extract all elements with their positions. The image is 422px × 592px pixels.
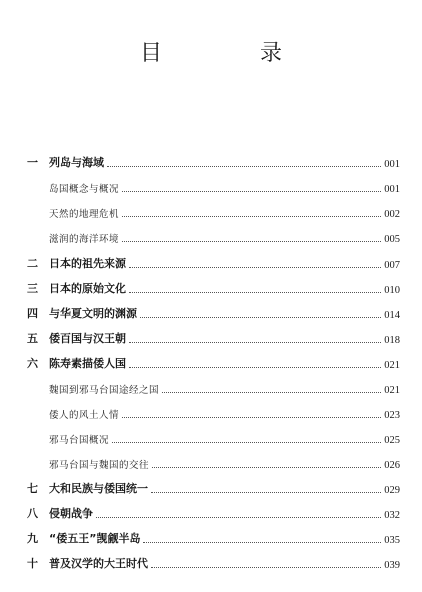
chapter-number: 七 — [27, 482, 38, 495]
page-title: 目 录 — [139, 41, 320, 66]
chapter-number: 一 — [27, 156, 38, 169]
dot-leader — [152, 466, 381, 468]
page-number: 005 — [384, 234, 400, 245]
entry-title: 与华夏文明的渊源 — [49, 307, 137, 320]
chapter-number: 五 — [27, 332, 38, 345]
chapter-number: 二 — [27, 257, 38, 270]
toc-entry — [0, 430, 422, 446]
chapter-number: 十 — [27, 557, 38, 570]
chapter-number: 六 — [27, 357, 38, 370]
entry-title: 侵朝战争 — [49, 507, 93, 520]
toc-entry — [0, 280, 422, 296]
page-number: 029 — [384, 485, 400, 496]
toc-entry-line — [49, 181, 400, 195]
toc-entry — [0, 555, 422, 571]
chapter-number: 四 — [27, 307, 38, 320]
entry-title: 普及汉学的大王时代 — [49, 557, 148, 570]
dot-leader — [129, 341, 381, 343]
entry-title: 天然的地理危机 — [49, 209, 120, 220]
entry-title: 列岛与海域 — [49, 156, 104, 169]
dot-leader — [112, 441, 381, 443]
toc-entry — [0, 330, 422, 346]
entry-title: 陈寿素描倭人国 — [49, 357, 126, 370]
toc-entry-line — [49, 305, 400, 321]
page-number: 002 — [384, 209, 400, 220]
dot-leader — [129, 266, 381, 268]
toc-entry-line — [49, 382, 400, 396]
toc-entry-line — [49, 505, 400, 521]
entry-title: 日本的原始文化 — [49, 282, 126, 295]
page-number: 025 — [384, 435, 400, 446]
toc-entry — [0, 154, 422, 170]
toc-entry — [0, 204, 422, 220]
dot-leader — [143, 541, 381, 543]
toc-entry-line — [49, 457, 400, 471]
page-number: 032 — [384, 510, 400, 521]
entry-title: 倭人的风土人情 — [49, 410, 120, 421]
page-number: 039 — [384, 560, 400, 571]
dot-leader — [162, 391, 381, 393]
toc-entry — [0, 380, 422, 396]
dot-leader — [129, 291, 381, 293]
dot-leader — [129, 366, 381, 368]
toc-entry-line — [49, 407, 400, 421]
page-number: 023 — [384, 410, 400, 421]
entry-title: “倭五王”觊觎半岛 — [49, 532, 141, 545]
page-number: 007 — [384, 260, 400, 271]
toc-entry — [0, 480, 422, 496]
toc-entry — [0, 355, 422, 371]
entry-title: 倭百国与汉王朝 — [49, 332, 126, 345]
chapter-number: 九 — [27, 532, 38, 545]
toc-entry — [0, 405, 422, 421]
page-number: 014 — [384, 310, 400, 321]
entry-title: 日本的祖先来源 — [49, 257, 126, 270]
entry-title: 邪马台国与魏国的交往 — [49, 460, 150, 471]
dot-leader — [107, 165, 381, 167]
dot-leader — [140, 316, 381, 318]
page-number: 001 — [384, 184, 400, 195]
page-number: 010 — [384, 285, 400, 296]
toc-entry — [0, 255, 422, 271]
page-number: 021 — [384, 385, 400, 396]
entry-title: 滋润的海洋环境 — [49, 234, 120, 245]
page-number: 001 — [384, 159, 400, 170]
toc-entry-line — [49, 555, 400, 571]
dot-leader — [151, 491, 381, 493]
toc-entry-line — [49, 154, 400, 170]
entry-title: 邪马台国概况 — [49, 435, 110, 446]
dot-leader — [151, 566, 381, 568]
toc-entry-line — [49, 330, 400, 346]
page-number: 035 — [384, 535, 400, 546]
toc-entry — [0, 505, 422, 521]
entry-title: 大和民族与倭国统一 — [49, 482, 148, 495]
toc-entry-line — [49, 280, 400, 296]
chapter-number: 三 — [27, 282, 38, 295]
toc-entry-line — [49, 480, 400, 496]
dot-leader — [122, 215, 381, 217]
toc-entry — [0, 455, 422, 471]
dot-leader — [122, 190, 381, 192]
dot-leader — [96, 516, 381, 518]
chapter-number: 八 — [27, 507, 38, 520]
toc-entry-line — [49, 206, 400, 220]
page-number: 021 — [384, 360, 400, 371]
toc-entry — [0, 530, 422, 546]
dot-leader — [122, 240, 381, 242]
dot-leader — [122, 416, 381, 418]
toc-entry — [0, 179, 422, 195]
entry-title: 岛国概念与概况 — [49, 184, 120, 195]
toc-entry-line — [49, 432, 400, 446]
toc-entry — [0, 305, 422, 321]
toc-entry — [0, 229, 422, 245]
toc-entry-line — [49, 355, 400, 371]
toc-entry-line — [49, 255, 400, 271]
entry-title: 魏国到邪马台国途经之国 — [49, 385, 160, 396]
toc-entry-line — [49, 231, 400, 245]
page-number: 026 — [384, 460, 400, 471]
toc-entry-line — [49, 530, 400, 546]
page-number: 018 — [384, 335, 400, 346]
